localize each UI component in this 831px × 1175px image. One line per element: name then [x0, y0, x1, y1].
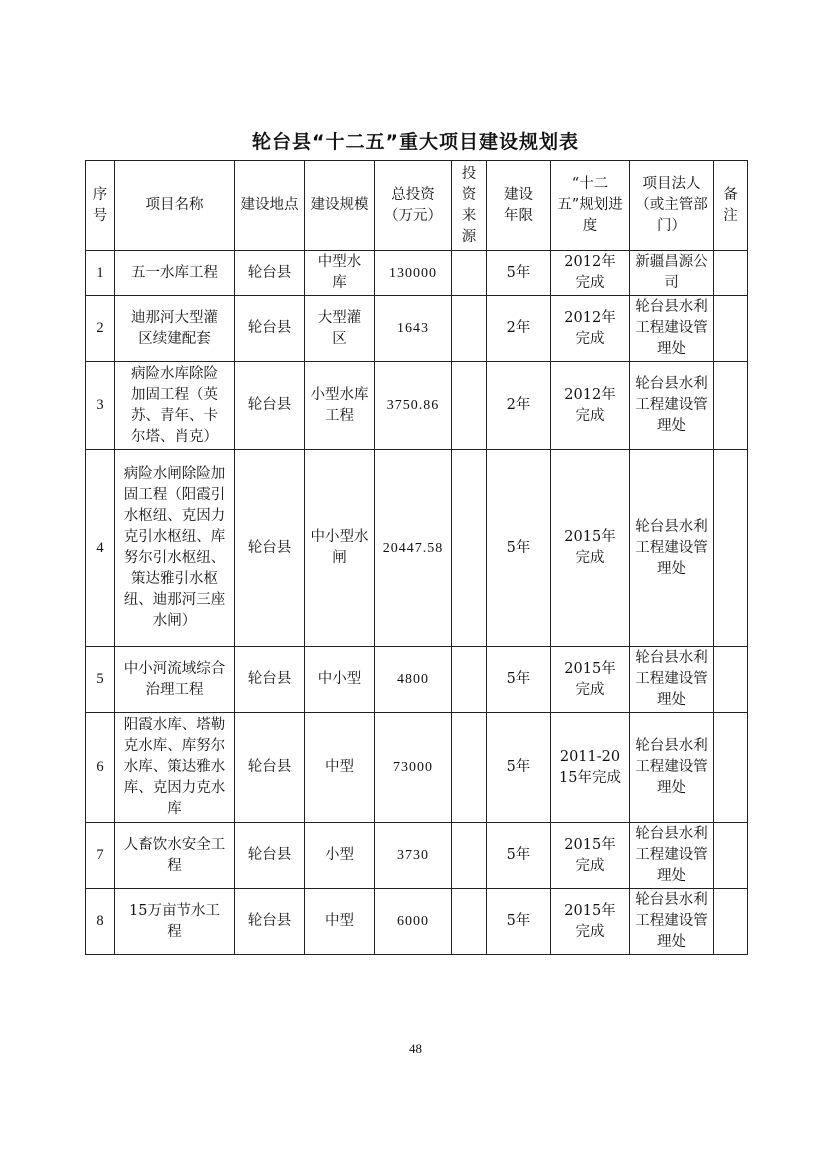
cell-remark — [714, 362, 748, 450]
cell-years: 5年 — [487, 647, 551, 713]
cell-years: 2年 — [487, 296, 551, 362]
cell-location: 轮台县 — [235, 647, 305, 713]
cell-progress: 2015年完成 — [551, 823, 630, 889]
cell-scale: 中型 — [305, 889, 375, 955]
cell-scale: 小型水库工程 — [305, 362, 375, 450]
page-number: 48 — [409, 1041, 422, 1056]
cell-seq: 1 — [86, 251, 115, 296]
cell-name: 五一水库工程 — [115, 251, 235, 296]
cell-remark — [714, 713, 748, 823]
cell-location: 轮台县 — [235, 251, 305, 296]
cell-name: 人畜饮水安全工程 — [115, 823, 235, 889]
cell-remark — [714, 251, 748, 296]
cell-progress: 2012年完成 — [551, 251, 630, 296]
cell-source — [452, 450, 487, 647]
cell-seq: 2 — [86, 296, 115, 362]
cell-owner: 轮台县水利工程建设管理处 — [630, 713, 714, 823]
cell-owner: 轮台县水利工程建设管理处 — [630, 450, 714, 647]
cell-seq: 4 — [86, 450, 115, 647]
table-row — [86, 450, 748, 647]
cell-investment: 6000 — [375, 889, 452, 955]
cell-source — [452, 823, 487, 889]
cell-owner: 轮台县水利工程建设管理处 — [630, 889, 714, 955]
cell-source — [452, 296, 487, 362]
cell-name: 病险水库除险加固工程（英苏、青年、卡尔塔、肖克） — [115, 362, 235, 450]
cell-name: 病险水闸除险加固工程（阳霞引水枢纽、克因力克引水枢纽、库努尔引水枢纽、策达雅引水枢纽、迪那河三座水闸） — [115, 450, 235, 647]
cell-source — [452, 713, 487, 823]
project-plan-table — [85, 160, 748, 955]
cell-remark — [714, 647, 748, 713]
header-remark: 备注 — [714, 161, 748, 251]
header-owner: 项目法人（或主管部门） — [630, 161, 714, 251]
cell-remark — [714, 296, 748, 362]
cell-source — [452, 251, 487, 296]
cell-seq: 3 — [86, 362, 115, 450]
cell-investment: 73000 — [375, 713, 452, 823]
cell-investment: 1643 — [375, 296, 452, 362]
cell-name: 中小河流域综合治理工程 — [115, 647, 235, 713]
cell-scale: 大型灌区 — [305, 296, 375, 362]
header-source: 投资来源 — [452, 161, 487, 251]
cell-progress: 2015年完成 — [551, 889, 630, 955]
cell-location: 轮台县 — [235, 889, 305, 955]
header-name: 项目名称 — [115, 161, 235, 251]
table-row — [86, 362, 748, 450]
header-location: 建设地点 — [235, 161, 305, 251]
cell-progress: 2011-2015年完成 — [551, 713, 630, 823]
cell-name: 阳霞水库、塔勒克水库、库努尔水库、策达雅水库、克因力克水库 — [115, 713, 235, 823]
cell-investment: 20447.58 — [375, 450, 452, 647]
cell-scale: 中型水库 — [305, 251, 375, 296]
header-investment: 总投资（万元） — [375, 161, 452, 251]
page-title: 轮台县“十二五”重大项目建设规划表 — [252, 131, 579, 153]
header-scale: 建设规模 — [305, 161, 375, 251]
cell-progress: 2012年完成 — [551, 362, 630, 450]
cell-name: 迪那河大型灌区续建配套 — [115, 296, 235, 362]
cell-years: 5年 — [487, 823, 551, 889]
cell-name: 15万亩节水工程 — [115, 889, 235, 955]
cell-owner: 新疆昌源公司 — [630, 251, 714, 296]
cell-location: 轮台县 — [235, 296, 305, 362]
header-progress: “十二五”规划进度 — [551, 161, 630, 251]
cell-source — [452, 647, 487, 713]
cell-location: 轮台县 — [235, 450, 305, 647]
cell-scale: 中型 — [305, 713, 375, 823]
header-seq: 序号 — [86, 161, 115, 251]
cell-progress: 2015年完成 — [551, 647, 630, 713]
cell-investment: 130000 — [375, 251, 452, 296]
cell-remark — [714, 889, 748, 955]
cell-remark — [714, 450, 748, 647]
table-row — [86, 889, 748, 955]
cell-location: 轮台县 — [235, 823, 305, 889]
cell-location: 轮台县 — [235, 713, 305, 823]
cell-seq: 7 — [86, 823, 115, 889]
cell-owner: 轮台县水利工程建设管理处 — [630, 362, 714, 450]
cell-owner: 轮台县水利工程建设管理处 — [630, 647, 714, 713]
cell-owner: 轮台县水利工程建设管理处 — [630, 296, 714, 362]
cell-investment: 4800 — [375, 647, 452, 713]
cell-scale: 中小型 — [305, 647, 375, 713]
table-row — [86, 647, 748, 713]
cell-years: 5年 — [487, 889, 551, 955]
cell-years: 2年 — [487, 362, 551, 450]
cell-years: 5年 — [487, 251, 551, 296]
cell-scale: 小型 — [305, 823, 375, 889]
cell-investment: 3730 — [375, 823, 452, 889]
cell-investment: 3750.86 — [375, 362, 452, 450]
table-row — [86, 296, 748, 362]
cell-location: 轮台县 — [235, 362, 305, 450]
cell-seq: 6 — [86, 713, 115, 823]
header-years: 建设年限 — [487, 161, 551, 251]
table-row — [86, 713, 748, 823]
cell-progress: 2015年完成 — [551, 450, 630, 647]
cell-scale: 中小型水闸 — [305, 450, 375, 647]
cell-progress: 2012年完成 — [551, 296, 630, 362]
cell-seq: 8 — [86, 889, 115, 955]
cell-source — [452, 889, 487, 955]
cell-owner: 轮台县水利工程建设管理处 — [630, 823, 714, 889]
cell-seq: 5 — [86, 647, 115, 713]
cell-source — [452, 362, 487, 450]
cell-years: 5年 — [487, 713, 551, 823]
table-row — [86, 251, 748, 296]
header-row — [86, 161, 748, 251]
cell-years: 5年 — [487, 450, 551, 647]
cell-remark — [714, 823, 748, 889]
table-row — [86, 823, 748, 889]
